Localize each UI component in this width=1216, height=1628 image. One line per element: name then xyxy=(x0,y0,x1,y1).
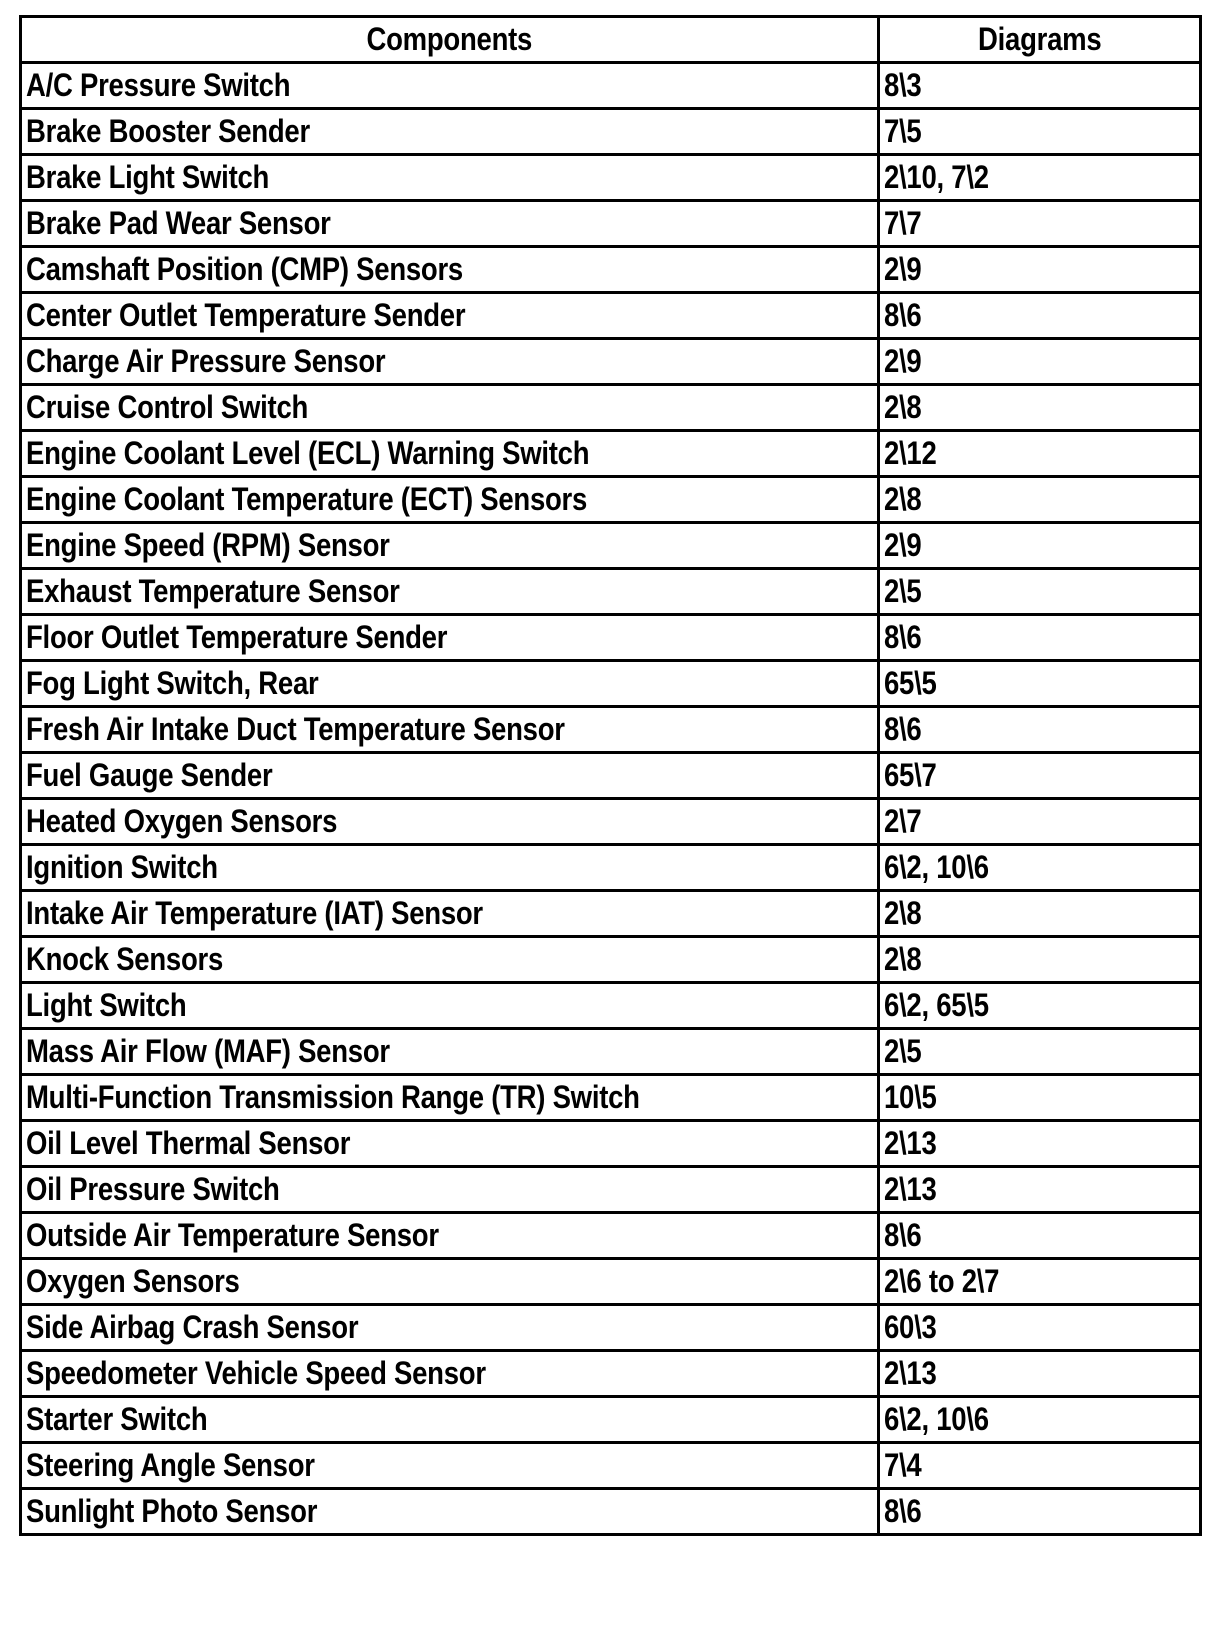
component-name: Brake Booster Sender xyxy=(26,113,310,149)
diagram-reference: 6\2, 65\5 xyxy=(884,987,989,1023)
table-row xyxy=(21,385,1201,431)
diagram-cell xyxy=(879,1305,1201,1351)
component-name: Fog Light Switch, Rear xyxy=(26,665,319,701)
diagram-cell xyxy=(879,661,1201,707)
diagram-reference: 7\4 xyxy=(884,1447,922,1483)
component-name: Speedometer Vehicle Speed Sensor xyxy=(26,1355,486,1391)
component-cell xyxy=(21,63,879,109)
diagram-cell xyxy=(879,937,1201,983)
component-cell xyxy=(21,753,879,799)
diagram-reference: 2\9 xyxy=(884,527,922,563)
table-row xyxy=(21,937,1201,983)
diagram-cell xyxy=(879,891,1201,937)
table-row xyxy=(21,799,1201,845)
diagram-reference: 7\5 xyxy=(884,113,922,149)
table-row xyxy=(21,63,1201,109)
component-name: Sunlight Photo Sensor xyxy=(26,1493,318,1529)
component-cell xyxy=(21,1167,879,1213)
diagram-reference: 2\8 xyxy=(884,481,922,517)
component-name: Heated Oxygen Sensors xyxy=(26,803,338,839)
diagram-reference: 2\12 xyxy=(884,435,937,471)
component-cell xyxy=(21,1075,879,1121)
table-row xyxy=(21,1305,1201,1351)
component-cell xyxy=(21,1213,879,1259)
component-cell xyxy=(21,1397,879,1443)
diagram-reference: 8\3 xyxy=(884,67,922,103)
table-row xyxy=(21,109,1201,155)
diagram-reference: 2\10, 7\2 xyxy=(884,159,989,195)
component-name: Oil Level Thermal Sensor xyxy=(26,1125,351,1161)
diagram-reference: 2\5 xyxy=(884,573,922,609)
table-row xyxy=(21,1167,1201,1213)
component-cell xyxy=(21,983,879,1029)
table-row xyxy=(21,1075,1201,1121)
table-row xyxy=(21,891,1201,937)
diagram-cell xyxy=(879,1167,1201,1213)
component-name: Starter Switch xyxy=(26,1401,208,1437)
component-cell xyxy=(21,155,879,201)
component-cell xyxy=(21,1443,879,1489)
diagram-cell xyxy=(879,63,1201,109)
component-name: Fuel Gauge Sender xyxy=(26,757,273,793)
table-row xyxy=(21,1443,1201,1489)
component-name: Brake Pad Wear Sensor xyxy=(26,205,331,241)
diagram-cell xyxy=(879,753,1201,799)
diagram-cell xyxy=(879,109,1201,155)
diagram-reference: 10\5 xyxy=(884,1079,937,1115)
component-name: Camshaft Position (CMP) Sensors xyxy=(26,251,463,287)
table-header-row xyxy=(21,17,1201,63)
diagram-cell xyxy=(879,523,1201,569)
table-row xyxy=(21,1397,1201,1443)
table-row xyxy=(21,707,1201,753)
table-row xyxy=(21,201,1201,247)
diagram-cell xyxy=(879,1075,1201,1121)
diagram-cell xyxy=(879,1121,1201,1167)
table-row xyxy=(21,1213,1201,1259)
component-name: Exhaust Temperature Sensor xyxy=(26,573,400,609)
component-cell xyxy=(21,1489,879,1535)
diagram-reference: 6\2, 10\6 xyxy=(884,1401,989,1437)
table-body xyxy=(21,63,1201,1535)
diagram-reference: 2\8 xyxy=(884,895,922,931)
component-cell xyxy=(21,523,879,569)
diagram-cell xyxy=(879,247,1201,293)
diagram-reference: 8\6 xyxy=(884,297,922,333)
component-cell xyxy=(21,247,879,293)
component-name: Charge Air Pressure Sensor xyxy=(26,343,386,379)
diagram-cell xyxy=(879,1029,1201,1075)
table-row xyxy=(21,1489,1201,1535)
column-header-components-label: Components xyxy=(366,21,533,57)
component-cell xyxy=(21,109,879,155)
component-cell xyxy=(21,385,879,431)
component-name: Intake Air Temperature (IAT) Sensor xyxy=(26,895,483,931)
diagram-cell xyxy=(879,707,1201,753)
component-name: Oil Pressure Switch xyxy=(26,1171,280,1207)
component-cell xyxy=(21,707,879,753)
component-name: Fresh Air Intake Duct Temperature Sensor xyxy=(26,711,565,747)
diagram-cell xyxy=(879,1397,1201,1443)
component-name: Brake Light Switch xyxy=(26,159,270,195)
table-row xyxy=(21,293,1201,339)
diagram-reference: 2\9 xyxy=(884,251,922,287)
component-cell xyxy=(21,1259,879,1305)
component-diagram-table-container xyxy=(19,15,1199,1536)
column-header-diagrams-label: Diagrams xyxy=(977,21,1102,57)
component-cell xyxy=(21,661,879,707)
diagram-reference: 8\6 xyxy=(884,711,922,747)
diagram-reference: 2\6 to 2\7 xyxy=(884,1263,1000,1299)
table-row xyxy=(21,1121,1201,1167)
component-name: Mass Air Flow (MAF) Sensor xyxy=(26,1033,390,1069)
table-row xyxy=(21,1351,1201,1397)
diagram-cell xyxy=(879,1259,1201,1305)
table-row xyxy=(21,155,1201,201)
component-cell xyxy=(21,1029,879,1075)
component-name: Multi-Function Transmission Range (TR) Switch xyxy=(26,1079,640,1115)
diagram-reference: 2\13 xyxy=(884,1171,937,1207)
table-row xyxy=(21,1259,1201,1305)
diagram-cell xyxy=(879,983,1201,1029)
component-cell xyxy=(21,431,879,477)
table-row xyxy=(21,569,1201,615)
diagram-cell xyxy=(879,1213,1201,1259)
component-name: Knock Sensors xyxy=(26,941,224,977)
diagram-cell xyxy=(879,569,1201,615)
component-name: Engine Coolant Temperature (ECT) Sensors xyxy=(26,481,588,517)
diagram-reference: 2\13 xyxy=(884,1355,937,1391)
table-row xyxy=(21,523,1201,569)
component-cell xyxy=(21,799,879,845)
component-name: A/C Pressure Switch xyxy=(26,67,291,103)
diagram-reference: 2\9 xyxy=(884,343,922,379)
table-row xyxy=(21,661,1201,707)
component-name: Engine Coolant Level (ECL) Warning Switch xyxy=(26,435,590,471)
component-name: Oxygen Sensors xyxy=(26,1263,240,1299)
diagram-reference: 2\7 xyxy=(884,803,922,839)
component-name: Center Outlet Temperature Sender xyxy=(26,297,466,333)
component-name: Cruise Control Switch xyxy=(26,389,309,425)
component-name: Outside Air Temperature Sensor xyxy=(26,1217,439,1253)
table-row xyxy=(21,431,1201,477)
diagram-reference: 2\8 xyxy=(884,389,922,425)
component-name: Floor Outlet Temperature Sender xyxy=(26,619,448,655)
component-cell xyxy=(21,569,879,615)
component-cell xyxy=(21,1121,879,1167)
component-cell xyxy=(21,891,879,937)
diagram-reference: 7\7 xyxy=(884,205,922,241)
diagram-cell xyxy=(879,615,1201,661)
diagram-cell xyxy=(879,339,1201,385)
diagram-cell xyxy=(879,799,1201,845)
diagram-reference: 8\6 xyxy=(884,619,922,655)
component-name: Side Airbag Crash Sensor xyxy=(26,1309,359,1345)
component-name: Ignition Switch xyxy=(26,849,218,885)
diagram-reference: 65\5 xyxy=(884,665,937,701)
table-row xyxy=(21,339,1201,385)
diagram-cell xyxy=(879,477,1201,523)
component-cell xyxy=(21,339,879,385)
diagram-cell xyxy=(879,201,1201,247)
diagram-cell xyxy=(879,385,1201,431)
diagram-cell xyxy=(879,845,1201,891)
component-cell xyxy=(21,477,879,523)
diagram-cell xyxy=(879,155,1201,201)
diagram-reference: 8\6 xyxy=(884,1493,922,1529)
component-cell xyxy=(21,293,879,339)
diagram-cell xyxy=(879,431,1201,477)
component-cell xyxy=(21,937,879,983)
component-cell xyxy=(21,615,879,661)
diagram-reference: 6\2, 10\6 xyxy=(884,849,989,885)
component-diagram-table xyxy=(19,15,1202,1536)
table-row xyxy=(21,845,1201,891)
diagram-cell xyxy=(879,1489,1201,1535)
table-row xyxy=(21,1029,1201,1075)
diagram-cell xyxy=(879,293,1201,339)
diagram-reference: 2\8 xyxy=(884,941,922,977)
component-cell xyxy=(21,1305,879,1351)
diagram-reference: 8\6 xyxy=(884,1217,922,1253)
component-cell xyxy=(21,845,879,891)
component-cell xyxy=(21,1351,879,1397)
table-row xyxy=(21,615,1201,661)
column-header-diagrams xyxy=(879,17,1201,63)
component-name: Engine Speed (RPM) Sensor xyxy=(26,527,390,563)
diagram-cell xyxy=(879,1443,1201,1489)
diagram-reference: 65\7 xyxy=(884,757,937,793)
component-cell xyxy=(21,201,879,247)
component-name: Steering Angle Sensor xyxy=(26,1447,315,1483)
diagram-cell xyxy=(879,1351,1201,1397)
table-row xyxy=(21,247,1201,293)
table-row xyxy=(21,753,1201,799)
diagram-reference: 2\5 xyxy=(884,1033,922,1069)
column-header-components xyxy=(21,17,879,63)
component-name: Light Switch xyxy=(26,987,187,1023)
diagram-reference: 60\3 xyxy=(884,1309,937,1345)
table-row xyxy=(21,983,1201,1029)
diagram-reference: 2\13 xyxy=(884,1125,937,1161)
table-row xyxy=(21,477,1201,523)
